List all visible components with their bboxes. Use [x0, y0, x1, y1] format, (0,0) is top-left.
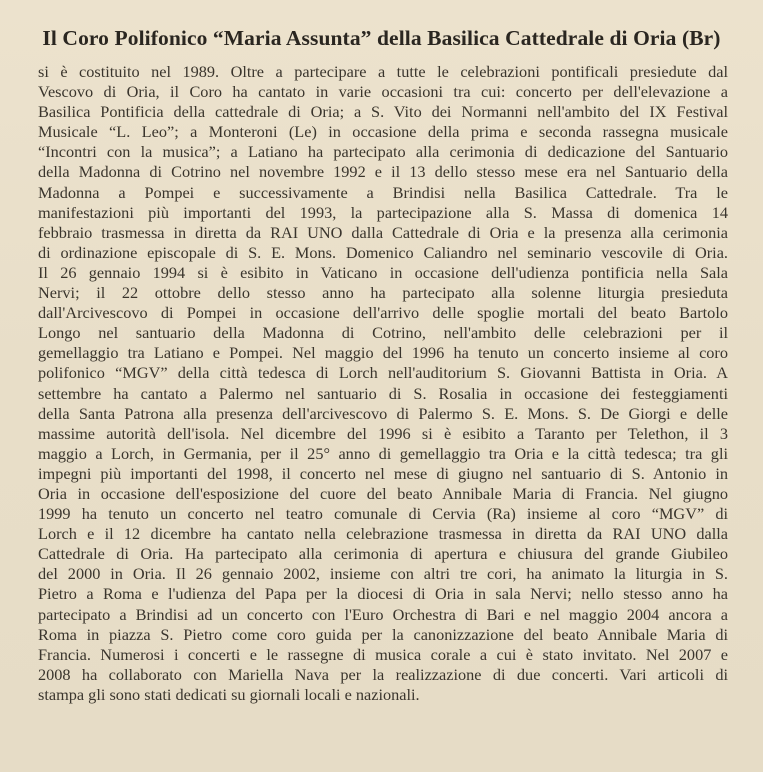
- body-line: “Incontri con la musica”; a Latiano ha partecipato alla cerimonia di dedicazione del Santuario: [38, 142, 728, 162]
- body-line: massime autorità dell'isola. Nel dicembre del 1996 si è esibito a Taranto per Telethon, il 3: [38, 423, 728, 443]
- body-line: maggio a Lorch, in Germania, per il 25° anno di gemellaggio tra Oria e la città tedesca; tra gli: [38, 443, 728, 463]
- body-line: stampa gli sono stati dedicati su giornali locali e nazionali.: [38, 684, 420, 704]
- body-line: partecipato a Brindisi ad un concerto con l'Euro Orchestra di Bari e nel maggio 2004 ancora a: [38, 604, 728, 624]
- body-line: si è costituito nel 1989. Oltre a partecipare a tutte le celebrazioni pontificali presiedute dal: [38, 62, 728, 81]
- body-line: del 2000 in Oria. Il 26 gennaio 2002, insieme con altri tre cori, ha animato la liturgia in S.: [38, 564, 728, 584]
- body-line: Oria in occasione dell'esposizione del cuore del beato Annibale Maria di Francia. Nel giugno: [38, 483, 728, 503]
- document-title: Il Coro Polifonico “Maria Assunta” della Basilica Cattedrale di Oria (Br): [42, 26, 721, 50]
- body-line: della Madonna di Cotrino nel novembre 1992 e il 13 dello stesso mese era nel Santuario della: [38, 162, 728, 182]
- body-line: Basilica Pontificia della cattedrale di Oria; a S. Vito dei Normanni nell'ambito del IX Festival: [38, 102, 728, 122]
- body-line: Lorch e il 12 dicembre ha cantato nella celebrazione trasmessa in diretta da RAI UNO dalla: [38, 524, 728, 544]
- body-line: Vescovo di Oria, il Coro ha cantato in varie occasioni tra cui: concerto per dell'elevazione a: [38, 82, 728, 102]
- body-line: Musicale “L. Leo”; a Monteroni (Le) in occasione della prima e seconda rassegna musicale: [38, 122, 728, 142]
- body-line: Roma in piazza S. Pietro come coro guida per la canonizzazione del beato Annibale Maria di: [38, 624, 728, 644]
- body-line: polifonico “MGV” della città tedesca di Lorch nell'auditorium S. Giovanni Battista in Oria. A: [38, 363, 728, 383]
- body-line: 2008 ha collaborato con Mariella Nava per la realizzazione di due concerti. Vari articoli di: [38, 664, 728, 684]
- body-line: di ordinazione episcopale di S. E. Mons. Domenico Caliandro nel seminario vescovile di Oria.: [38, 242, 728, 262]
- body-line: dall'Arcivescovo di Pompei in occasione dell'arrivo delle spoglie mortali del beato Bartolo: [38, 303, 728, 323]
- body-line: Madonna a Pompei e successivamente a Brindisi nella Basilica Cattedrale. Tra le: [38, 182, 728, 202]
- body-line: Cattedrale di Oria. Ha partecipato alla cerimonia di apertura e chiusura del grande Giubileo: [38, 544, 728, 564]
- body-line: 1999 ha tenuto un concerto nel teatro comunale di Cervia (Ra) insieme al coro “MGV” di: [38, 504, 728, 524]
- body-line: Il 26 gennaio 1994 si è esibito in Vaticano in occasione dell'udienza pontificia nella Sala: [38, 262, 728, 282]
- body-line: Nervi; il 22 ottobre dello stesso anno ha partecipato alla solenne liturgia presieduta: [38, 283, 728, 303]
- body-line: della Santa Patrona alla presenza dell'arcivescovo di Palermo S. E. Mons. S. De Giorgi e delle: [38, 403, 728, 423]
- body-line: manifestazioni più importanti del 1993, la partecipazione alla S. Massa di domenica 14: [38, 202, 728, 222]
- body-line: febbraio trasmessa in diretta da RAI UNO dalla Cattedrale di Oria e la presenza alla cerimonia: [38, 222, 728, 242]
- body-line: Longo nel santuario della Madonna di Cotrino, nell'ambito delle celebrazioni per il: [38, 323, 728, 343]
- body-line: Pietro a Roma e l'udienza del Papa per la diocesi di Oria in sala Nervi; nello stesso anno ha: [38, 584, 728, 604]
- document-body: [38, 62, 728, 705]
- body-line: Francia. Numerosi i concerti e le rassegne di musica corale a cui è stato invitato. Nel 2007 e: [38, 644, 728, 664]
- body-line: settembre ha cantato a Palermo nel santuario di S. Rosalia in occasione dei festeggiamenti: [38, 383, 728, 403]
- body-line: impegni più importanti del 1998, il concerto nel mese di giugno nel santuario di S. Antonio in: [38, 463, 728, 483]
- body-line: gemellaggio tra Latiano e Pompei. Nel maggio del 1996 ha tenuto un concerto insieme al coro: [38, 343, 728, 363]
